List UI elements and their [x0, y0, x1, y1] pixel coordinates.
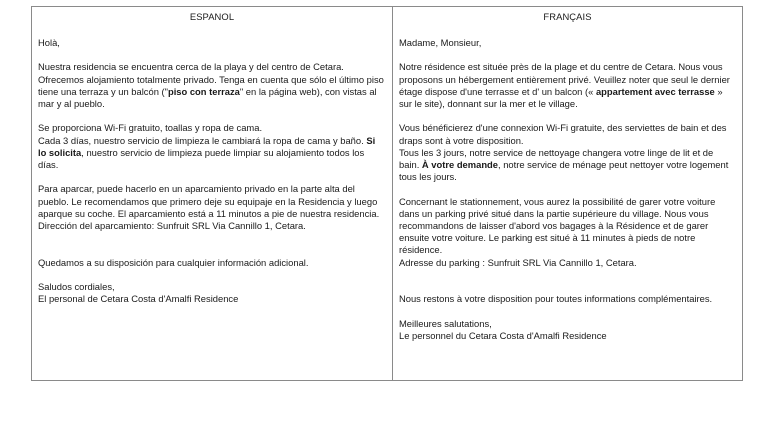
column-french	[393, 7, 742, 380]
bold-text: Si lo solicita	[38, 134, 376, 158]
text-run: El personal de Cetara Costa d'Amalfi Residence	[38, 293, 239, 305]
paragraph	[399, 293, 736, 305]
paragraph	[38, 122, 386, 171]
text-run: , notre service de ménage peut nettoyer votre logement tous les jours.	[398, 159, 729, 183]
column-spanish	[32, 7, 393, 380]
text-run: Quedamos a su disposición para cualquier información adicional.	[38, 256, 309, 268]
bold-text: piso con terraza	[167, 85, 240, 97]
column-heading: ESPANOL	[189, 11, 235, 22]
text-run: Vous bénéficierez d'une connexion Wi-Fi gratuite, des serviettes de bain et des draps sont à votre disposition.	[398, 122, 727, 146]
text-run: Dirección del aparcamiento: Sunfruit SRL Via Cannillo 1, Cetara.	[38, 220, 306, 231]
bold-text: À votre demande	[421, 159, 498, 170]
paragraph	[399, 196, 736, 269]
greeting: Holà,	[38, 37, 60, 48]
paragraph	[399, 122, 736, 183]
paragraph	[399, 318, 736, 342]
paragraph	[38, 61, 386, 110]
text-run: , nuestro servicio de limpieza puede limpiar su alojamiento todos los días.	[38, 146, 365, 170]
text-run: Concernant le stationnement, vous aurez la possibilité de garer votre voiture dans un parking privé situé dans la partie supérieure du village. Nous vous recommandons de laisser d'abord vos bagages à la Résidence et de garer ensuite votre voiture. Le parking est situé à 11 minutes à pieds de notre résidence.	[398, 195, 716, 256]
spacer	[38, 244, 386, 256]
text-run: " en la página web), con vistas al mar y al pueblo.	[38, 85, 377, 109]
greeting: Madame, Monsieur,	[398, 37, 482, 48]
letter-body	[38, 61, 386, 305]
letter-body	[399, 61, 736, 342]
paragraph	[38, 183, 386, 232]
text-run: Se proporciona Wi-Fi gratuito, toallas y ropa de cama.	[38, 122, 263, 134]
text-run: Para aparcar, puede hacerlo en un aparcamiento privado en la parte alta del pueblo. Le recomendamos que primero deje su equipaje en la Residencia y luego aparque su coche. El aparcamiento está a 11 minutos a pie de nuestra residencia.	[38, 183, 380, 219]
paragraph	[38, 257, 386, 269]
text-run: Nuestra residencia se encuentra cerca de la playa y del centro de Cetara. Ofrecemos alojamiento totalmente privado. Tenga en cuenta que sólo el último piso tiene una terraza y un balcón ("	[38, 61, 384, 97]
paragraph	[399, 61, 736, 110]
text-run: Tous les 3 jours, notre service de nettoyage changera votre linge de lit et de bain.	[398, 146, 714, 170]
text-run: Saludos cordiales,	[38, 280, 115, 292]
text-run: Nous restons à votre disposition pour toutes informations complémentaires.	[398, 293, 713, 305]
column-heading: FRANÇAIS	[543, 11, 592, 22]
spacer	[399, 281, 736, 293]
text-run: Meilleures salutations,	[398, 317, 492, 329]
text-run: Cada 3 días, nuestro servicio de limpieza le cambiará la ropa de cama y baño.	[38, 134, 367, 146]
text-run: » sur le site), donnant sur la mer et le village.	[398, 85, 723, 109]
text-run: Le personnel du Cetara Costa d'Amalfi Residence	[398, 329, 607, 341]
text-run: Notre résidence est située près de la plage et du centre de Cetara. Nous vous proposons un hébergement entièrement privé. Veuillez noter que seul le dernier étage dispose d'une terrasse et d' un balcon («	[398, 61, 730, 97]
bold-text: appartement avec terrasse	[595, 85, 715, 97]
paragraph	[38, 281, 386, 305]
translation-table	[31, 6, 743, 381]
text-run: Adresse du parking : Sunfruit SRL Via Cannillo 1, Cetara.	[398, 256, 637, 268]
